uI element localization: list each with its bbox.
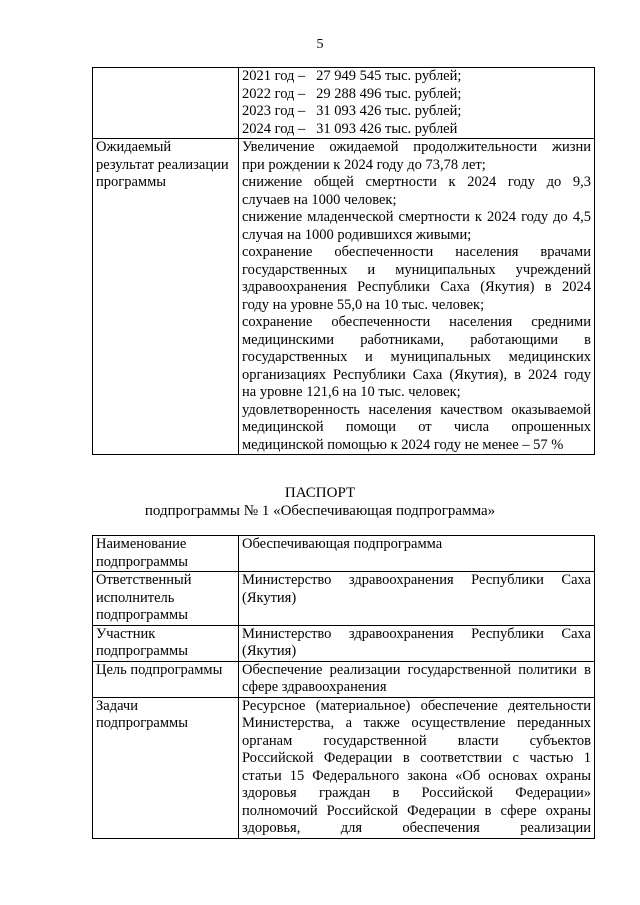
row-label-line: подпрограммы	[96, 607, 188, 623]
subprogram-passport-table	[92, 535, 595, 839]
tasks-label-cell	[93, 697, 239, 838]
financing-line: 2022 год – 29 288 496 тыс. рублей;	[242, 85, 462, 102]
expected-result-line: при рождении к 2024 году до 73,78 лет;	[242, 156, 486, 173]
financing-line: 2023 год – 31 093 426 тыс. рублей;	[242, 103, 462, 119]
expected-result-line: снижение младенческой смертности к 2024 году до 4,5	[242, 209, 591, 225]
expected-result-line: медицинскими работниками, работающими в	[242, 331, 591, 348]
row-value-line: Ресурсное (материальное) обеспечение деятельности	[242, 697, 591, 714]
table-row	[93, 572, 595, 626]
expected-result-line: удовлетворенность населения качеством оказываемой	[242, 401, 591, 418]
row-value-line: здоровья граждан в Российской Федерации»	[242, 785, 591, 801]
table-row	[93, 139, 595, 455]
expected-result-cell	[239, 139, 595, 455]
participant-cell	[239, 625, 595, 661]
row-value-line: (Якутия)	[242, 589, 297, 606]
expected-result-label-line: результат реализации	[96, 156, 229, 173]
expected-result-line: здравоохранения Республики Саха (Якутия) в 2024	[242, 279, 591, 295]
expected-result-line: государственных и муниципальных медицинских	[242, 349, 591, 365]
expected-result-line: медицинской помощи от числа опрошенных	[242, 419, 591, 435]
row-value-line: Министерства, а также осуществление переданных	[242, 715, 591, 731]
financing-cell	[239, 68, 595, 139]
row-label-line: Ответственный	[96, 572, 192, 588]
table-row	[93, 697, 595, 838]
expected-result-label-line: программы	[96, 174, 166, 190]
row-value-line: органам государственной власти субъектов	[242, 732, 591, 749]
table-row	[93, 661, 595, 697]
table-row	[93, 536, 595, 572]
row-value-line: (Якутия)	[242, 643, 297, 659]
expected-result-line: Увеличение ожидаемой продолжительности жизни	[242, 139, 591, 155]
goal-label-cell	[93, 661, 239, 697]
subprogram-name-cell	[239, 536, 595, 572]
expected-result-line: организациях Республики Саха (Якутия), в 2024 году	[242, 366, 591, 383]
table-row	[93, 625, 595, 661]
passport-subtitle: подпрограммы № 1 «Обеспечивающая подпрограмма»	[144, 503, 496, 519]
row-value-line: полномочий Российской Федерации в сфере охраны	[242, 802, 591, 819]
row-label-line: Участник	[96, 625, 156, 642]
financing-label-cell	[93, 68, 239, 139]
tasks-cell	[239, 697, 595, 838]
financing-line: 2024 год – 31 093 426 тыс. рублей	[242, 120, 458, 137]
row-value-line: Обеспечивающая подпрограмма	[242, 536, 443, 552]
expected-result-line: медицинской помощью к 2024 году не менее – 57 %	[242, 436, 564, 453]
table-row	[93, 68, 595, 139]
expected-result-line: государственных и муниципальных учреждений	[242, 261, 591, 278]
row-value-line: Обеспечение реализации государственной политики в	[242, 661, 591, 678]
responsible-executor-cell	[239, 572, 595, 626]
program-passport-table-continued	[92, 67, 595, 455]
row-value-line: Министерство здравоохранения Республики Саха	[242, 625, 591, 642]
expected-result-line: снижение общей смертности к 2024 году до 9,3	[242, 174, 591, 190]
goal-cell	[239, 661, 595, 697]
row-value-line: Российской Федерации в соответствии с частью 1	[242, 750, 591, 766]
expected-result-line: случая на 1000 родившихся живыми;	[242, 226, 472, 243]
row-label-line: подпрограммы	[96, 553, 188, 570]
participant-label-cell	[93, 625, 239, 661]
expected-result-line: году на уровне 55,0 на 10 тыс. человек;	[242, 296, 485, 313]
subprogram-name-label-cell	[93, 536, 239, 572]
financing-line: 2021 год – 27 949 545 тыс. рублей;	[242, 68, 462, 84]
row-value-line: сфере здравоохранения	[242, 679, 387, 695]
expected-result-line: сохранение обеспеченности населения врачами	[242, 244, 591, 260]
expected-result-line: на уровне 121,6 на 10 тыс. человек;	[242, 384, 461, 400]
row-label-line: подпрограммы	[96, 715, 188, 731]
page-number: 5	[316, 37, 324, 52]
row-label-line: исполнитель	[96, 589, 175, 606]
responsible-executor-label-cell	[93, 572, 239, 626]
row-value-line: здоровья, для обеспечения реализации	[242, 820, 591, 836]
row-value-line: статьи 15 Федерального закона «Об основах охраны	[242, 767, 591, 784]
row-value-line: Министерство здравоохранения Республики Саха	[242, 572, 591, 588]
expected-result-line: сохранение обеспеченности населения средними	[242, 314, 591, 330]
expected-result-label-cell	[93, 139, 239, 455]
passport-title: ПАСПОРТ	[284, 485, 356, 501]
row-label-line: Наименование	[96, 536, 187, 552]
expected-result-label-line: Ожидаемый	[96, 139, 172, 155]
expected-result-line: случаев на 1000 человек;	[242, 191, 397, 208]
row-label-line: Цель подпрограммы	[96, 661, 223, 678]
row-label-line: Задачи	[96, 697, 138, 714]
row-label-line: подпрограммы	[96, 643, 188, 659]
